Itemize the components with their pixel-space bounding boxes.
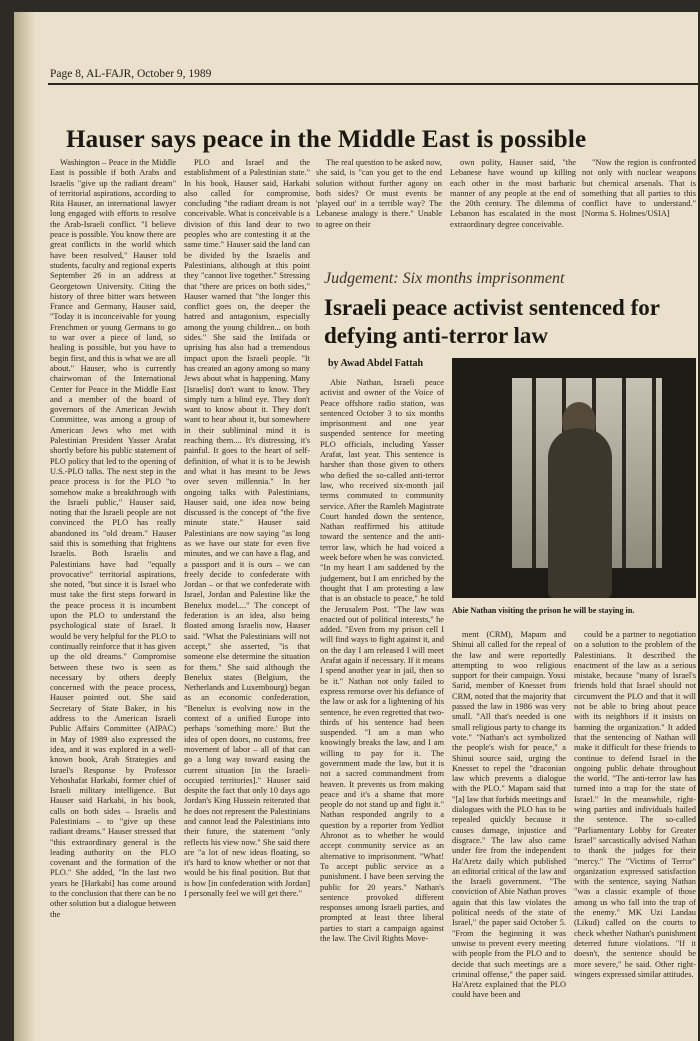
- article1-headline: Hauser says peace in the Middle East is possible: [66, 126, 587, 153]
- article2-column-2-text: ment (CRM), Mapam and Shinui all called for the repeal of the law and were reportedly attempting to woo religious support for their campaign. Yossi Sarid, member of Knesset from CRM, noted that the majority that passed the law in 1986 was very small. "All that's needed is one small religious party to change its vote." "Nathan's act symbolized the people's wish for peace," a Shinui source said, urging the Knesset to repel the "draconian law which prevents a dialogue with the PLO." Mapam said that "[a] law that forbids meetings and dialogues with the PLO has to be repealed quickly because it causes damage, injustice and disgrace." The law also came under fire from the independent Ha'Aretz daily which published an editorial critical of the law and the Israeli government. "The conviction of Abie Nathan proves again that this law violates the political needs of the state of Israel," the paper said October 5. "From the beginning it was unwise to prevent every meeting with people from the PLO and to decide that such meetings are a criminal offense," the paper said. Ha'Aretz explained that the PLO could have been and: [452, 630, 566, 1000]
- article2-column-3: [574, 630, 696, 1038]
- article2-column-2: [452, 630, 566, 1038]
- photo-caption: Abie Nathan visiting the prison he will be staying in.: [452, 606, 635, 615]
- article2-column-1-text: Abie Nathan, Israeli peace activist and owner of the Voice of Peace offshore radio station, was sentenced October 3 to six months imprisonment and one year suspended sentence for meeting PLO officials, including Yasser Arafat, last year. This sentence is harsher than those given to others who defied the so-called anti-terror law, who received six-month jail terms commuted to community service. After the Ramleh Magistrate Court handed down the sentence, Nathan reaffirmed his attitude toward the sentence and the anti-terror law, which he had voiced a week before when he was convicted. "In my heart I am saddened by the judgement, but I am enriched by the thought that I am protesting a law that is an obstacle to peace," he told the Jerusalem Post. "The law was enacted out of political interests," he added. "Even from my prison cell I will find ways to fight against it, and on the day I am released I will meet Arafat again if necessary. If it means I spend another year in jail, then so be it." Nathan not only failed to express remorse over his defiance of the law or ask for a lightening of his sentence, he even regretted that two-thirds of his sentence had been suspended. "I am a man who knowingly breaks the law, and I am willing to pay for it. The government made the law, but it is not a sacred commandment from heaven. It prevents us from making peace and it's a shame that more people do not stand up and fight it." Nathan responded angrily to a question by a reporter from Yedliot Ahronot as to whether he would accept community service as an alternative to imprisonment. "What! To accept public service as a punishment. I have been serving the public for 20 years." Nathan's sentence provoked different responses among Israeli parties, and prompted at least three liberal parties to start a campaign against the law. The Civil Rights Move-: [320, 378, 444, 944]
- article1-column-5-text: "Now the region is confronted not only with nuclear weapons but chemical arsenals. That is something that all parties to this conflict have to understand." [Norma S. Holmes/USIA]: [582, 158, 696, 219]
- header-rule: [48, 83, 698, 85]
- newspaper-page: [14, 12, 698, 1041]
- article1-column-2-text: PLO and Israel and the establishment of a Palestinian state." In his book, Hauser said, Harkabi also called for compromise, concluding "the radiant dream is not conceivable. What is conceivable is a division of this land dear to two peoples who are contesting it at the same time." Hauser said the land can be divided by the Israelis and Palestinians, although at this point they "cannot live together." Stressing that "there are prices on both sides," Hauser warned that "the longer this conflict goes on, the deeper the hatred and antagonism, especially among the young children... on both sides." She said the Intifada or uprising has also had a tremendous impact upon the Israeli people. "It has created an agony among so many Jews about what is happening. Many [Israelis] don't want to know. They simply turn a blind eye. They don't want to know about it. They don't want to hear about it, but somewhere in their subliminal mind it is reaching them.... It's distressing, it's painful. It goes to the heart of self-definition, of what it is to be Jewish and what it has meant to be Jews over seven millennia." In her ongoing talks with Palestinians, Hauser said, one idea now being discussed is the concept of "the five minute state." Hauser said Palestinians are now saying "as long as we have our state for even five minutes, and we can have a flag, and a passport and it is ours – we can freely decide to confederate with Jordan – or that we confederate with Israel, Jordan and Palestine like the Benelux model...." The concept of federation is an idea, also being floated among Israelis now, Hauser said. "What the Palestinians will not accept," she asserted, "is that someone else determine the situation for them." She said although the Benelux states (Belgium, the Netherlands and Luxembourg) began as an economic confederation, "Benelux is evolving now in the context of a unified Europe into perhaps 'something more.' But the idea of open doors, no customs, free movement of labor – all of that can go a long way toward easing the current situation [in the Israeli-occupied territories]." Hauser said despite the fact that only 10 days ago Jordan's King Hussein reiterated that he does not represent the Palestinians and cannot lead the Palestinians into their future, the statement "only reflects his view now." She said there are "a lot of new ideas floating, so it's hard to know whether or not that would be his final position. But that is how [in confederation with Jordan] I personally feel we will get there.": [184, 158, 310, 899]
- prison-bar: [532, 378, 536, 568]
- article1-column-4: [450, 158, 576, 268]
- prison-bar: [622, 378, 626, 568]
- article2-column-3-text: could be a partner to negotiation on a solution to the problem of the Palestinians. It described the enactment of the law as a serious mistake, because "many of Israel's friends hold that Israel should not circumvent the PLO and that it will not be able to bring about peace with its neighbors if it insists on banning the organization." It added that the sentencing of Nathan will make it difficult for these friends to continue to defend Israel in the ongoing public debate throughout the world. "The anti-terror law has turned into a trap for the state of Israel." In the meanwhile, right-wing parties and individuals hailed the sentence. The so-called "Parliamentary Lobby for Greater Israel" sarcastically advised Nathan to thank the judges for their "mercy." The "Victims of Terror" organization expressed satisfaction with the sentence, saying Nathan "was a classic example of those among us who fall into the trap of the enemy." MK Uzi Landau (Likud) called on the courts to check whether Nathan's punishment deterred future violations. "If it doesn't, the sentence should be more severe," he said. Other right-wingers expressed similar attitudes.: [574, 630, 696, 979]
- article2-byline: by Awad Abdel Fattah: [328, 358, 424, 369]
- page-header: Page 8, AL-FAJR, October 9, 1989: [50, 68, 212, 80]
- article1-column-3-text: The real question to be asked now, she said, is "can you get to the end solution without further agony on both sides? Or must events be 'played out' in a terrible way? The Lebanese analogy is there." Unable to agree on their: [316, 158, 442, 229]
- article1-column-1: [50, 158, 176, 1038]
- article1-column-4-text: own polity, Hauser said, "the Lebanese have wound up killing each other in the most barbaric manner of any people at the end of the 20th century. The dilemma of Lebanon has escalated in the most extraordinary degree conceivable.: [450, 158, 576, 229]
- article1-column-1-text: Washington – Peace in the Middle East is possible if both Arabs and Israelis "give up the radiant dream" of territorial aspirations, according to Rita Hauser, an international lawyer long engaged with efforts to resolve the Arab-Israeli conflict. "I believe peace is possible. You know there are great conflicts in the world which have been resolved," Hauser told students, faculty and regional experts September 26 in an address at Georgetown University. Citing the history of three bitter wars between France and Germany, Hauser said, "Today it is inconceivable for young Frenchmen or young Germans to go to war over a piece of land, so healing is possible, but you have to begin first, and this is what we are all about." Hauser, who is currently chairwoman of the International Center for Peace in the Middle East and a member of the board of governors of the American Jewish Committee, was among a group of American Jews who met with Palestinian President Yasser Arafat shortly before his public statement of PLO policy that led to the opening of U.S.-PLO talks. The next step in the peace process is for the PLO "to somehow make a breakthrough with the Israeli public," Hauser said, noting that the Israeli people are not convinced the PLO has really abandoned its "old dream." Hauser said this is something that frightens Israelis. Both Israelis and Palestinians have had "equally provocative" territorial aspirations, she noted, "but since it is Israel who must take the first steps forward in the peace process it is incumbent upon the PLO to understand the psychological state of Israel. It would be very helpful for the PLO to continually reinforce that it has given up the old dreams." Compromise between these two is seen as necessary by others deeply concerned with the peace process, Hauser pointed out. She said Secretary of State Baker, in his address to the American Israeli Public Affairs Committee (AIPAC) in May of 1989 also expressed the idea, and it was explored in a well-known book, Arab Strategies and Israel's Response by Professor Yehoshafat Harkabi, former chief of Israeli military intelligence. But Hauser said Harkabi, in his book, calls on both sides – Israelis and Palestinians – to "give up these radiant dreams." Hauser stressed that "this extraordinary general is the leading authority on the PLO covenant and the formation of the PLO." She added, "In the last two years he [Harkabi] has come around to the conclusion that there can be no other solution but a dialogue between the: [50, 158, 176, 919]
- article2-column-1: [320, 378, 444, 1038]
- article1-column-2: [184, 158, 310, 1038]
- prison-bar: [652, 378, 656, 568]
- article1-column-5: [582, 158, 696, 268]
- article2-photo: [452, 358, 696, 598]
- person-silhouette: [548, 428, 612, 598]
- page-gutter-shadow: [14, 12, 36, 1041]
- article1-column-3: [316, 158, 442, 268]
- article2-kicker: Judgement: Six months imprisonment: [324, 270, 565, 287]
- article2-headline: Israeli peace activist sentenced for defying anti-terror law: [324, 295, 660, 348]
